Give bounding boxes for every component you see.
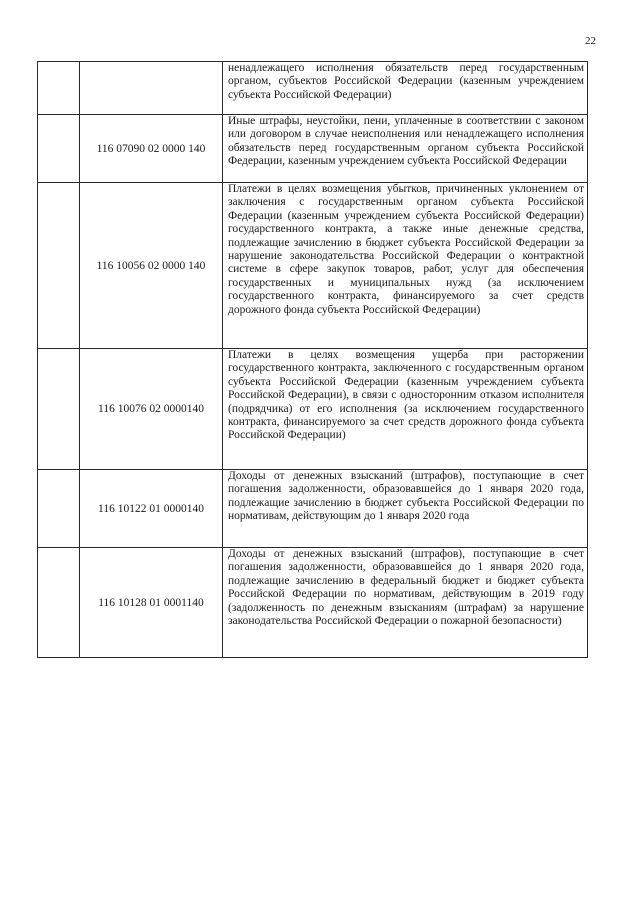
description-text: Платежи в целях возмещения убытков, причиненных уклонением от заключения с государственным органом субъекта Российской Федерации (казенным учреждением субъекта Российской Федерации) государственного контракта, а также иные денежные средства, подлежащие зачислению в бюджет субъекта Российской Федерации за нарушение законодательства Российской Федерации о контрактной системе в сфере закупок товаров, работ, услуг для обеспечения государственных и муниципальных нужд (за исключением государственного контракта, финансируемого за счет средств дорожного фонда субъекта Российской Федерации) <box>228 183 584 316</box>
budget-classification-table <box>37 61 588 658</box>
row-number-cell <box>38 183 80 349</box>
budget-code-cell: 116 07090 02 0000 140 <box>80 115 223 183</box>
page-number: 22 <box>585 35 596 47</box>
budget-code-cell: 116 10076 02 0000140 <box>80 349 223 470</box>
description-text: Иные штрафы, неустойки, пени, уплаченные в соответствии с законом или договором в случае неисполнения или ненадлежащего исполнения обязательств перед государственным органом субъекта Российской Федерации, казенным учреждением субъекта Российской Федерации <box>228 115 584 168</box>
row-number-cell <box>38 115 80 183</box>
table-row <box>38 349 588 470</box>
description-text: Доходы от денежных взысканий (штрафов), поступающие в счет погашения задолженности, образовавшейся до 1 января 2020 года, подлежащие зачислению в бюджет субъекта Российской Федерации по нормативам, действующим до 1 января 2020 года <box>228 470 584 523</box>
description-cell <box>223 470 588 548</box>
budget-code-cell: 116 10122 01 0000140 <box>80 470 223 548</box>
table-row <box>38 183 588 349</box>
description-cell <box>223 183 588 349</box>
table-row <box>38 62 588 115</box>
description-cell <box>223 115 588 183</box>
description-cell <box>223 349 588 470</box>
description-text: Платежи в целях возмещения ущерба при расторжении государственного контракта, заключенного с государственным органом субъекта Российской Федерации (казенным учреждением субъекта Российской Федерации), в связи с односторонним отказом исполнителя (подрядчика) от его исполнения (за исключением государственного контракта, финансируемого за счет средств дорожного фонда субъекта Российской Федерации) <box>228 349 584 442</box>
table-row <box>38 548 588 658</box>
budget-code-cell <box>80 62 223 115</box>
table-row <box>38 470 588 548</box>
row-number-cell <box>38 548 80 658</box>
table-row <box>38 115 588 183</box>
row-number-cell <box>38 62 80 115</box>
description-text: Доходы от денежных взысканий (штрафов), поступающие в счет погашения задолженности, образовавшейся до 1 января 2020 года, подлежащие зачислению в федеральный бюджет и бюджет субъекта Российской Федерации по нормативам, действующим в 2019 году (задолженность по денежным взысканиям (штрафам) за нарушение законодательства Российской Федерации о пожарной безопасности) <box>228 548 584 628</box>
description-cell <box>223 62 588 115</box>
row-number-cell <box>38 349 80 470</box>
description-text: ненадлежащего исполнения обязательств перед государственным органом, субъектов Российской Федерации (казенным учреждением субъекта Российской Федерации) <box>228 62 584 101</box>
budget-code-cell: 116 10056 02 0000 140 <box>80 183 223 349</box>
row-number-cell <box>38 470 80 548</box>
budget-code-cell: 116 10128 01 0001140 <box>80 548 223 658</box>
description-cell <box>223 548 588 658</box>
